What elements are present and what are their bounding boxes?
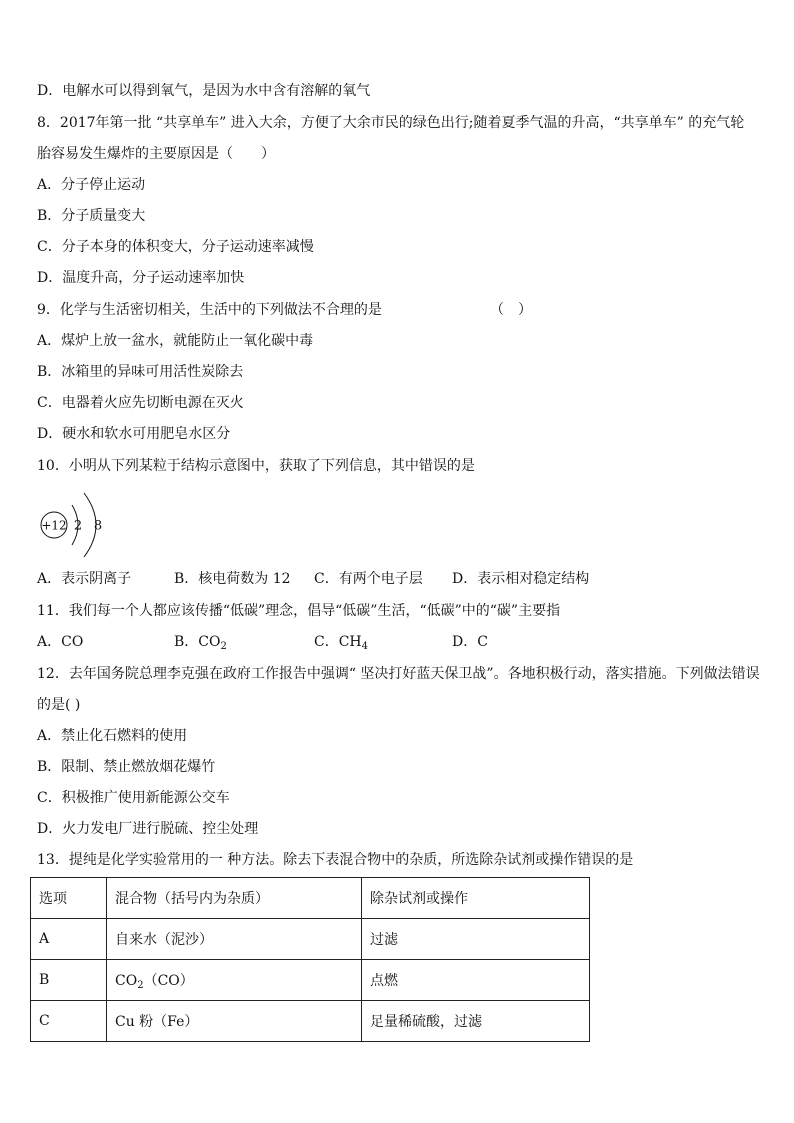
table-header-cell: 选项 [31,878,107,919]
q12-option-d: D．火力发电厂进行脱硫、控尘处理 [37,821,259,837]
q10-stem: 10．小明从下列某粒于结构示意图中，获取了下列信息，其中错误的是 [37,458,475,474]
q10-option-c: C．有两个电子层 [314,571,423,587]
table-cell-option: C [31,1001,107,1042]
q9-option-d: D．硬水和软水可用肥皂水区分 [37,426,231,442]
q8-option-c: C．分子本身的体积变大，分子运动速率减慢 [37,239,314,255]
table-cell-method: 足量稀硫酸，过滤 [362,1001,590,1042]
table-row [31,919,590,960]
q11-option-c: C．$CH_4$ [314,634,369,652]
q8-stem-line2: 胎容易发生爆炸的主要原因是（ ） [37,146,275,162]
table-cell-mixture: $CO_2(CO)$ [107,960,362,1001]
q11-option-a: A．CO [37,634,84,650]
q9-answer-paren: （ ） [490,302,532,318]
q12-stem-line1: 12．去年国务院总理李克强在政府工作报告中强调“ 坚决打好蓝天保卫战”。各地积极行动，落实措施。下列做法错误 [37,666,760,682]
table-row [31,960,590,1001]
q12-option-c: C．积极推广使用新能源公交车 [37,790,230,806]
q8-option-a: A．分子停止运动 [37,177,146,193]
nucleus-charge-label: +12 [41,518,67,533]
table-header-cell: 混合物（括号内为杂质） [107,878,362,919]
q13-stem: 13．提纯是化学实验常用的一 种方法。除去下表混合物中的杂质，所选除杂试剂或操作错误的是 [37,852,634,868]
table-cell-option: A [31,919,107,960]
table-cell-method: 点燃 [362,960,590,1001]
q8-stem-line1: 8．2017年第一批 “共享单车” 进入大余，方便了大余市民的绿色出行;随着夏季气温的升高，“共享单车” 的充气轮 [37,115,745,131]
table-cell-mixture: Cu 粉（Fe） [107,1001,362,1042]
q10-option-b: B．核电荷数为 12 [174,571,291,587]
shell1-electron-count: 2 [73,518,83,534]
table-row [31,1001,590,1042]
q11-options-row [37,632,757,652]
q8-option-d: D．温度升高，分子运动速率加快 [37,270,245,286]
shell2-electron-count: 8 [93,518,103,534]
q9-stem: 9．化学与生活密切相关，生活中的下列做法不合理的是 [37,302,382,318]
q11-option-b: B．$CO_2$ [174,634,227,652]
table-header-row [31,878,590,919]
q12-option-b: B．限制、禁止燃放烟花爆竹 [37,759,216,775]
q13-options-table [30,877,590,1042]
q10-options-row [37,569,757,589]
q10-option-d: D．表示相对稳定结构 [452,571,590,587]
q9-option-c: C．电器着火应先切断电源在灭火 [37,395,244,411]
q9-option-a: A．煤炉上放一盆水，就能防止一氧化碳中毒 [37,333,314,349]
atomic-structure-diagram [36,490,116,560]
q8-option-b: B．分子质量变大 [37,208,146,224]
table-cell-method: 过滤 [362,919,590,960]
table-cell-option: B [31,960,107,1001]
q12-stem-line2: 的是( ) [37,697,81,713]
q11-stem: 11．我们每一个人都应该传播“低碳”理念，倡导“低碳”生活，“低碳”中的“碳”主要指 [37,603,561,619]
q12-option-a: A．禁止化石燃料的使用 [37,728,188,744]
q10-option-a: A．表示阴离子 [37,571,132,587]
q11-option-d: D．C [452,634,488,650]
table-cell-mixture: 自来水（泥沙） [107,919,362,960]
q9-option-b: B．冰箱里的异味可用活性炭除去 [37,364,244,380]
q7-option-d: D．电解水可以得到氧气，是因为水中含有溶解的氧气 [37,83,371,99]
table-header-cell: 除杂试剂或操作 [362,878,590,919]
